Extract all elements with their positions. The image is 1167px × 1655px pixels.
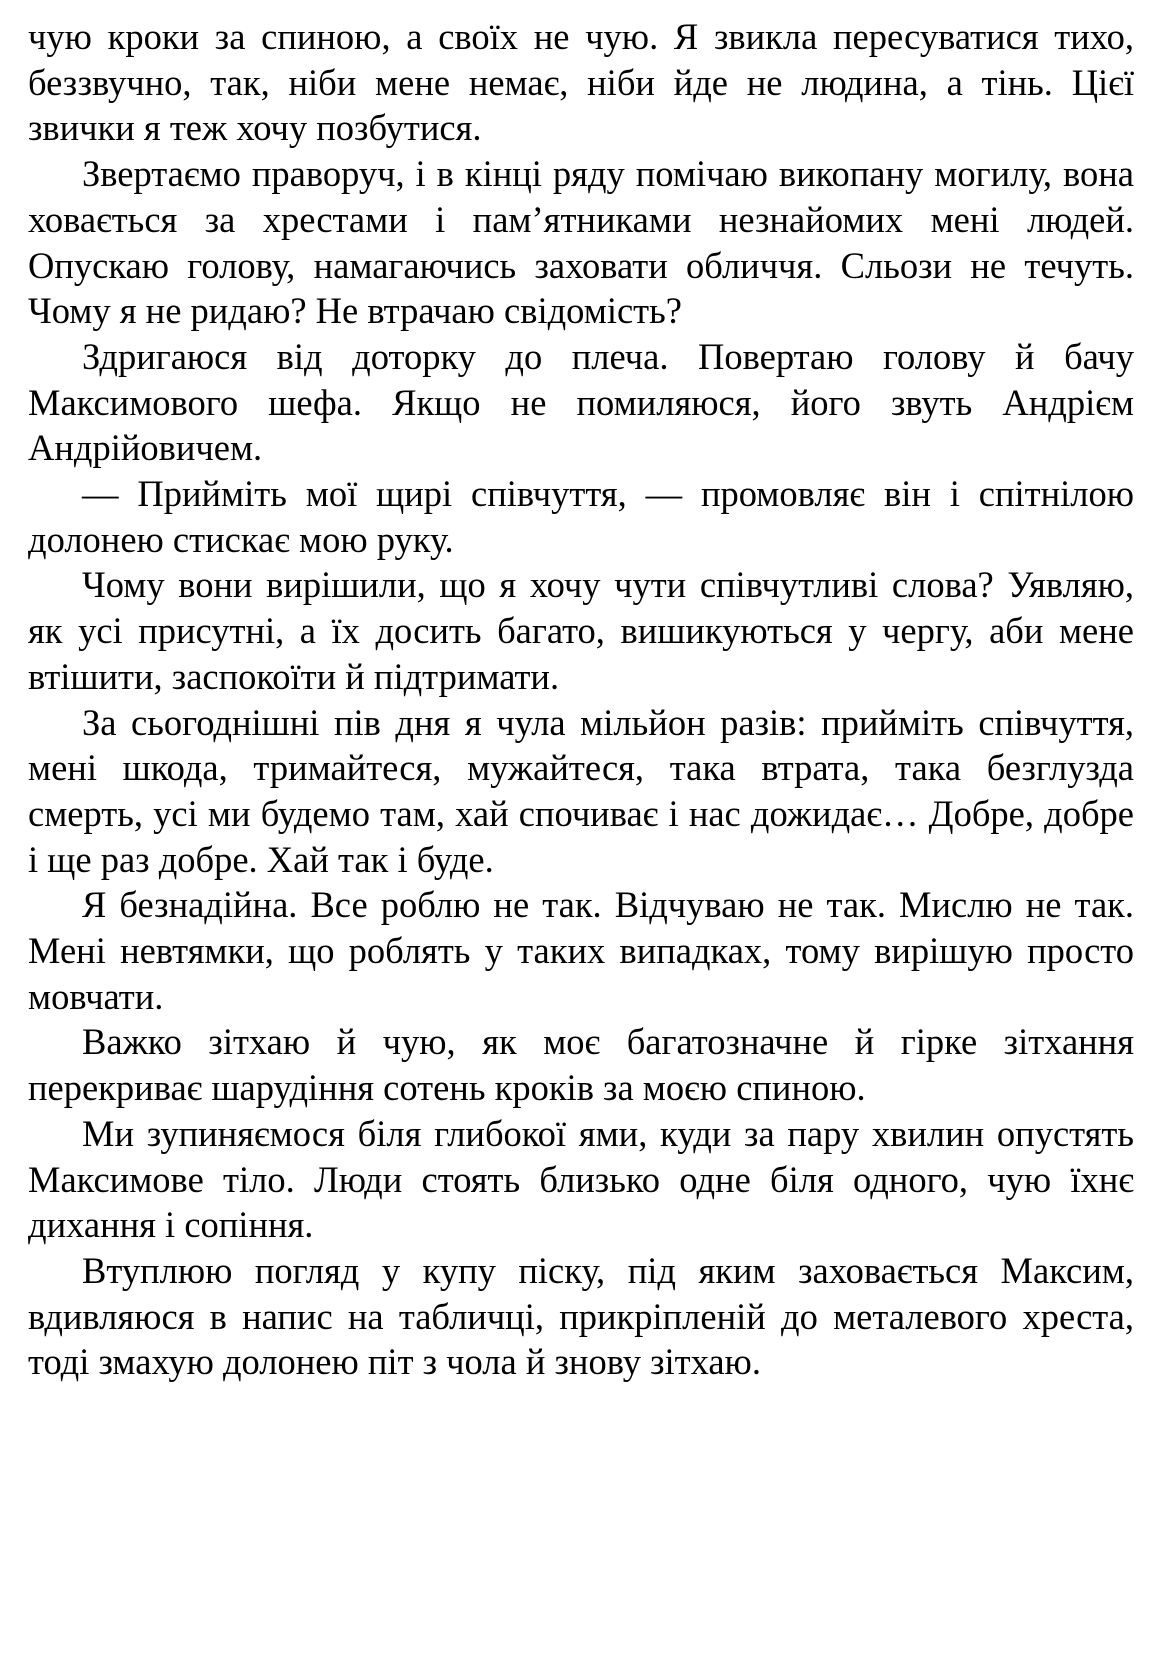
page-body xyxy=(28,14,1134,1385)
paragraph-1: чую кроки за спиною, а своїх не чую. Я звикла пересуватися тихо, беззвучно, так, ніби мене немає, ніби йде не людина, а тінь. Цієї звички я теж хочу позбутися. xyxy=(28,16,1134,149)
paragraph-8: Важко зітхаю й чую, як моє багатозначне й гірке зітхання перекриває шарудіння сотень кроків за моєю спиною. xyxy=(28,1021,1134,1109)
paragraph-5: Чому вони вирішили, що я хочу чути співчутливі слова? Уявляю, як усі присутні, а їх досить багато, вишикуються у чергу, аби мене втішити, заспокоїти й підтримати. xyxy=(28,564,1134,697)
paragraph-7: Я безнадійна. Все роблю не так. Відчуваю не так. Мислю не так. Мені невтямки, що роблять у таких випадках, тому вирішую просто мовчати. xyxy=(28,884,1134,1017)
paragraph-2: Звертаємо праворуч, і в кінці ряду помічаю викопану могилу, вона ховається за хрестами і пам’ятниками незнайомих мені людей. Опускаю голову, намагаючись заховати обличчя. Сльози не течуть. Чому я не ридаю? Не втрачаю свідомість? xyxy=(28,153,1134,332)
paragraph-9: Ми зупиняємося біля глибокої ями, куди за пару хвилин опустять Максимове тіло. Люди стоять близько одне біля одного, чую їхнє дихання і сопіння. xyxy=(28,1112,1134,1246)
paragraph-10: Втуплюю погляд у купу піску, під яким заховається Максим, вдивляюся в напис на табличці, прикріпленій до металевого хреста, тоді змахую долонею піт з чола й знову зітхаю. xyxy=(28,1249,1134,1383)
paragraph-6: За сьогоднішні пів дня я чула мільйон разів: прийміть співчуття, мені шкода, тримайтеся, мужайтеся, така втрата, така безглузда смерть, усі ми будемо там, хай спочиває і нас дожидає… Добре, добре і ще раз добре. Хай так і буде. xyxy=(28,701,1134,880)
paragraph-4: — Прийміть мої щирі співчуття, — промовляє він і спітнілою долонею стискає мою руку. xyxy=(28,473,1134,560)
paragraph-3: Здригаюся від доторку до плеча. Повертаю голову й бачу Максимового шефа. Якщо не помиляюся, його звуть Андрієм Андрійовичем. xyxy=(28,335,1134,469)
